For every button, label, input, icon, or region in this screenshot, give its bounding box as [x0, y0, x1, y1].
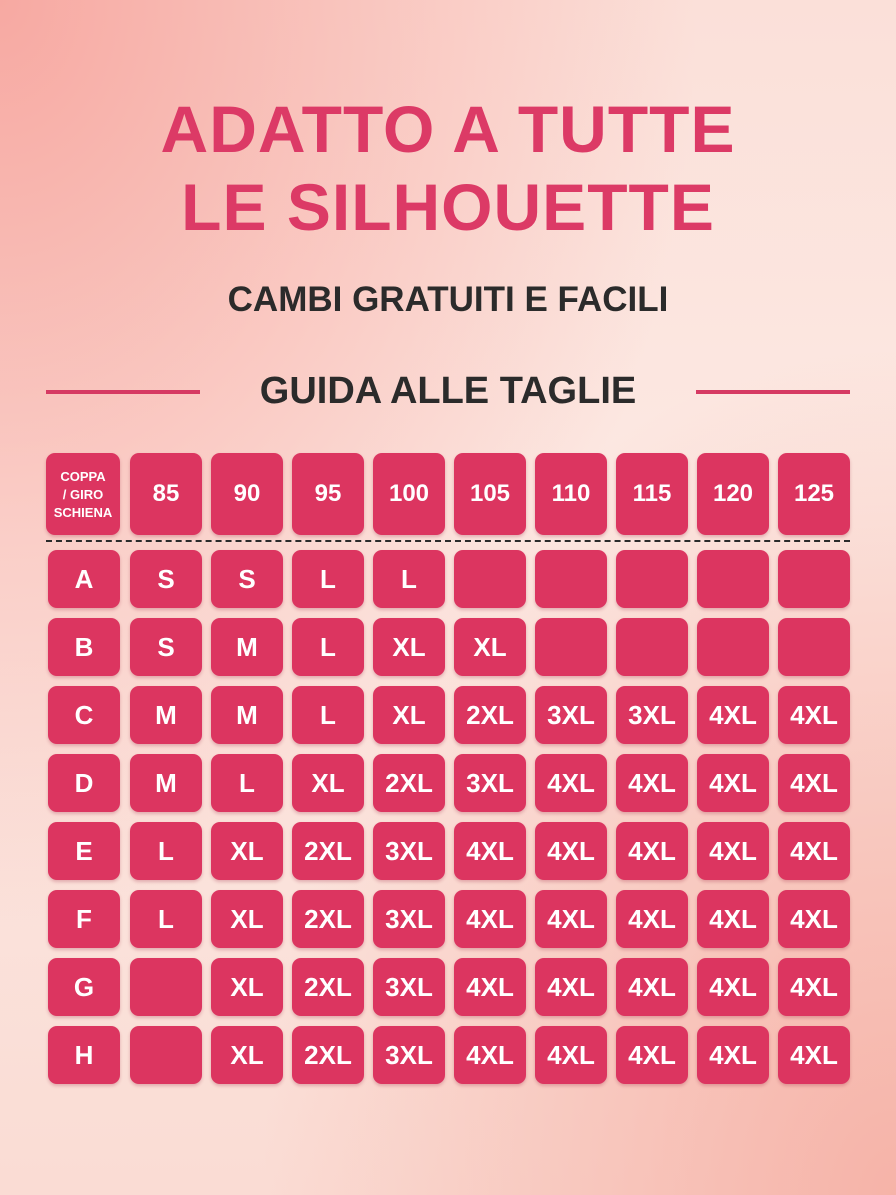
empty-size-cell — [616, 550, 688, 608]
size-cell: 4XL — [697, 754, 769, 812]
size-cell: 3XL — [616, 686, 688, 744]
empty-size-cell — [697, 550, 769, 608]
size-cell: L — [211, 754, 283, 812]
size-cell: 4XL — [535, 1026, 607, 1084]
size-cell: 4XL — [616, 890, 688, 948]
band-size-header: 110 — [535, 453, 607, 535]
size-cell: 4XL — [697, 890, 769, 948]
size-cell: 3XL — [373, 958, 445, 1016]
empty-size-cell — [778, 618, 850, 676]
title-line-2: LE SILHOUETTE — [181, 170, 715, 244]
subtitle: CAMBI GRATUITI E FACILI — [227, 280, 669, 319]
band-size-header: 85 — [130, 453, 202, 535]
cup-size-label: C — [48, 686, 120, 744]
band-size-header: 115 — [616, 453, 688, 535]
band-size-header: 120 — [697, 453, 769, 535]
size-cell: 4XL — [697, 686, 769, 744]
empty-size-cell — [454, 550, 526, 608]
size-cell: XL — [373, 618, 445, 676]
band-size-header: 95 — [292, 453, 364, 535]
size-cell: L — [373, 550, 445, 608]
size-cell: 4XL — [778, 958, 850, 1016]
band-size-header: 100 — [373, 453, 445, 535]
size-cell: 2XL — [292, 890, 364, 948]
size-cell: 4XL — [616, 754, 688, 812]
size-cell: 4XL — [535, 958, 607, 1016]
size-cell: 3XL — [373, 890, 445, 948]
size-cell: XL — [211, 1026, 283, 1084]
size-cell: 2XL — [292, 1026, 364, 1084]
size-cell: 4XL — [535, 754, 607, 812]
size-cell: 4XL — [697, 1026, 769, 1084]
size-cell: 4XL — [616, 822, 688, 880]
size-cell: S — [130, 550, 202, 608]
empty-size-cell — [130, 1026, 202, 1084]
size-cell: 4XL — [616, 958, 688, 1016]
size-cell: 4XL — [616, 1026, 688, 1084]
size-cell: XL — [373, 686, 445, 744]
size-cell: 4XL — [697, 822, 769, 880]
size-guide-title: GUIDA ALLE TAGLIE — [259, 370, 637, 412]
empty-size-cell — [697, 618, 769, 676]
empty-size-cell — [778, 550, 850, 608]
size-cell: M — [211, 686, 283, 744]
band-size-header: 125 — [778, 453, 850, 535]
size-cell: 2XL — [292, 822, 364, 880]
cup-size-label: D — [48, 754, 120, 812]
size-cell: 2XL — [454, 686, 526, 744]
size-cell: 3XL — [373, 822, 445, 880]
size-cell: L — [292, 550, 364, 608]
size-cell: 4XL — [454, 1026, 526, 1084]
size-cell: 3XL — [454, 754, 526, 812]
empty-size-cell — [130, 958, 202, 1016]
cup-size-label: H — [48, 1026, 120, 1084]
band-size-header: 90 — [211, 453, 283, 535]
size-cell: 4XL — [778, 890, 850, 948]
size-cell: 4XL — [535, 890, 607, 948]
cup-size-label: G — [48, 958, 120, 1016]
size-cell: L — [130, 822, 202, 880]
size-cell: 4XL — [697, 958, 769, 1016]
size-cell: 3XL — [373, 1026, 445, 1084]
size-cell: XL — [211, 890, 283, 948]
size-cell: 4XL — [778, 1026, 850, 1084]
band-size-header: 105 — [454, 453, 526, 535]
size-cell: 3XL — [535, 686, 607, 744]
cup-size-label: A — [48, 550, 120, 608]
size-cell: M — [130, 754, 202, 812]
size-cell: L — [130, 890, 202, 948]
title-line-1: ADATTO A TUTTE — [160, 92, 736, 166]
empty-size-cell — [535, 618, 607, 676]
size-cell: 4XL — [535, 822, 607, 880]
size-cell: XL — [211, 822, 283, 880]
size-cell: M — [211, 618, 283, 676]
size-cell: 4XL — [454, 958, 526, 1016]
cup-size-label: B — [48, 618, 120, 676]
corner-label: COPPA / GIRO SCHIENA — [46, 453, 120, 535]
empty-size-cell — [616, 618, 688, 676]
size-cell: XL — [292, 754, 364, 812]
size-cell: 4XL — [454, 890, 526, 948]
size-cell: L — [292, 686, 364, 744]
size-cell: 4XL — [778, 822, 850, 880]
size-cell: L — [292, 618, 364, 676]
size-cell: 4XL — [454, 822, 526, 880]
size-cell: 2XL — [373, 754, 445, 812]
size-cell: S — [211, 550, 283, 608]
empty-size-cell — [535, 550, 607, 608]
size-cell: 2XL — [292, 958, 364, 1016]
size-cell: XL — [211, 958, 283, 1016]
cup-size-label: E — [48, 822, 120, 880]
size-cell: M — [130, 686, 202, 744]
size-cell: S — [130, 618, 202, 676]
size-cell: 4XL — [778, 754, 850, 812]
size-cell: 4XL — [778, 686, 850, 744]
cup-size-label: F — [48, 890, 120, 948]
size-cell: XL — [454, 618, 526, 676]
